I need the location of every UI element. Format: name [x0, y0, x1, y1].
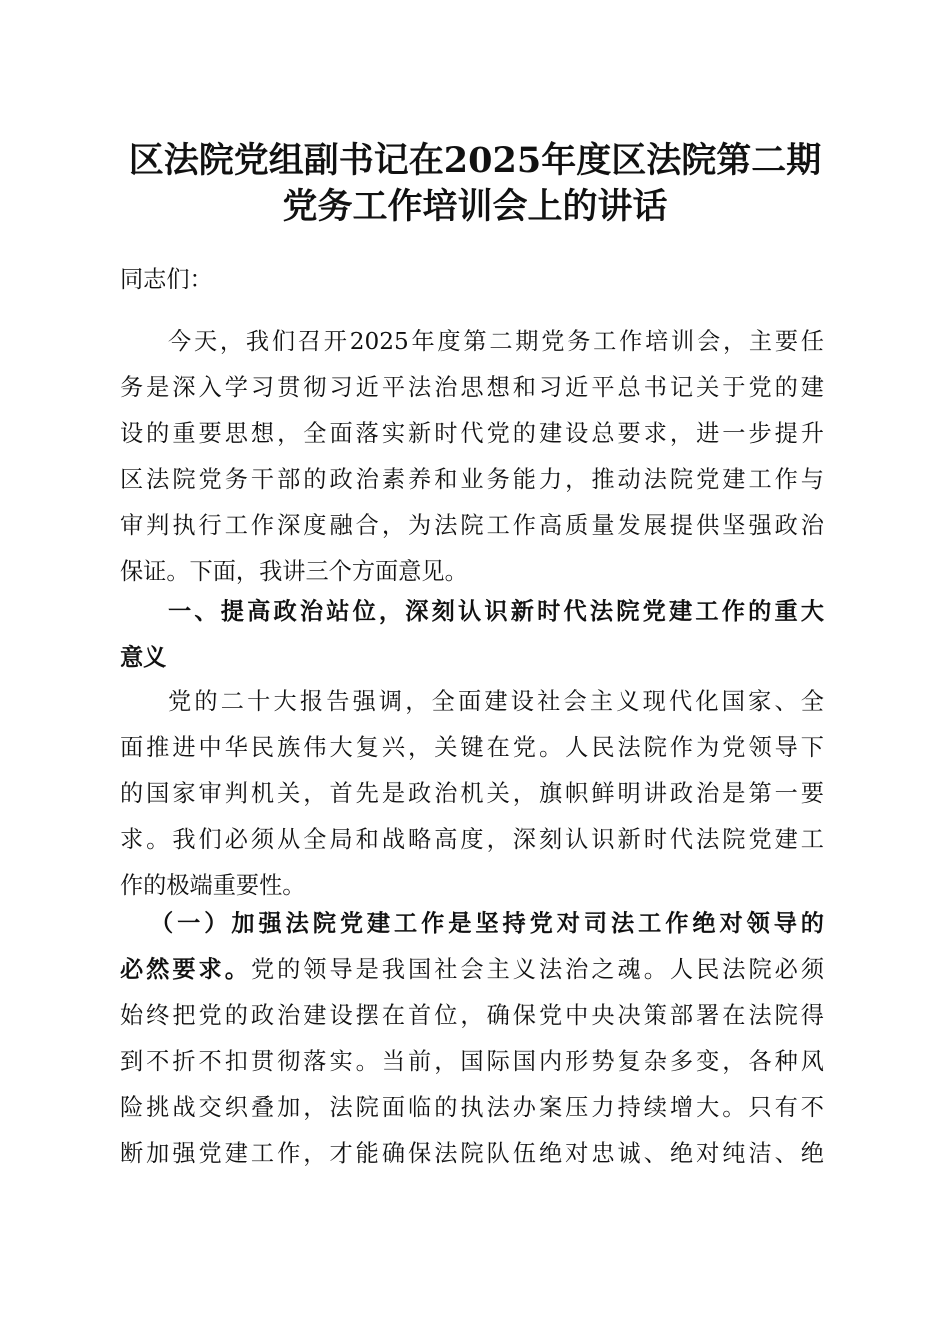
- subsection-paragraph-line: 险挑战交织叠加，法院面临的执法办案压力持续增大。只有不: [120, 1094, 824, 1121]
- document-title-line-1: 区法院党组副书记在2025年度区法院第二期: [128, 140, 822, 181]
- section-paragraph-line: 面推进中华民族伟大复兴，关键在党。人民法院作为党领导下: [120, 734, 824, 761]
- intro-line: 设的重要思想，全面落实新时代党的建设总要求，进一步提升: [120, 420, 824, 447]
- intro-line: 保证。下面，我讲三个方面意见。: [120, 558, 468, 585]
- section-heading-line: 一、提高政治站位，深刻认识新时代法院党建工作的重大: [168, 598, 824, 625]
- section-paragraph-line: 求。我们必须从全局和战略高度，深刻认识新时代法院党建工: [120, 826, 824, 853]
- section-paragraph-line: 作的极端重要性。: [120, 872, 306, 899]
- intro-line: 区法院党务干部的政治素养和业务能力，推动法院党建工作与: [120, 466, 824, 493]
- subsection-paragraph-line: 断加强党建工作，才能确保法院队伍绝对忠诚、绝对纯洁、绝: [120, 1140, 824, 1167]
- salutation: 同志们：: [120, 266, 213, 293]
- document-title-line-2: 党务工作培训会上的讲话: [282, 186, 668, 227]
- section-heading-line: 意义: [120, 644, 167, 671]
- section-paragraph-line: 党的二十大报告强调，全面建设社会主义现代化国家、全: [168, 688, 824, 715]
- subsection-text: 党的领导是我国社会主义法治之魂。人民法院必须: [250, 956, 825, 983]
- subsection-heading-end: 必然要求。: [120, 956, 251, 983]
- subsection-paragraph-line: 到不折不扣贯彻落实。当前，国际国内形势复杂多变，各种风: [120, 1048, 824, 1075]
- intro-line: 务是深入学习贯彻习近平法治思想和习近平总书记关于党的建: [120, 374, 824, 401]
- section-paragraph-line: 的国家审判机关，首先是政治机关，旗帜鲜明讲政治是第一要: [120, 780, 824, 807]
- intro-line: 今天，我们召开2025年度第二期党务工作培训会，主要任: [168, 328, 824, 355]
- subsection-paragraph-line: 始终把党的政治建设摆在首位，确保党中央决策部署在法院得: [120, 1002, 824, 1029]
- subsection-paragraph-line: [120, 947, 824, 993]
- subsection-heading-line: （一）加强法院党建工作是坚持党对司法工作绝对领导的: [150, 910, 824, 937]
- intro-line: 审判执行工作深度融合，为法院工作高质量发展提供坚强政治: [120, 512, 824, 539]
